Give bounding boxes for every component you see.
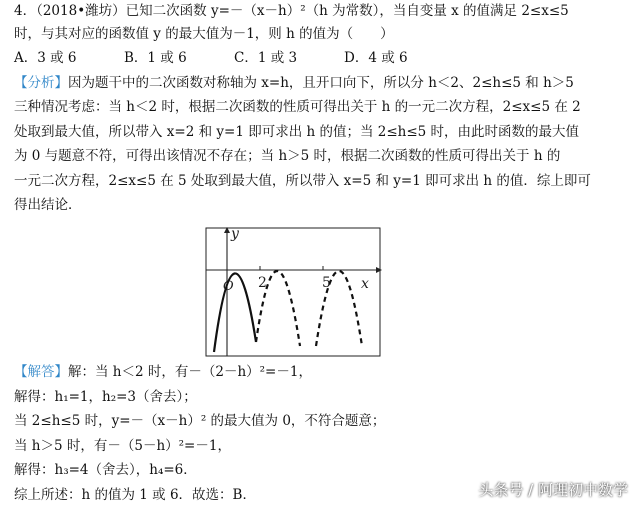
analysis-line-6: 得出结论． bbox=[14, 197, 82, 213]
x-tick-5: 5 bbox=[322, 275, 331, 291]
analysis-line-2: 三种情况考虑：当 h＜2 时，根据二次函数的性质可得出关于 h 的一元二次方程，2≤x≤5 在 2 bbox=[14, 99, 581, 115]
option-d: D．4 或 6 bbox=[344, 50, 408, 66]
solution-line-4: 当 h＞5 时，有－（5－h）²=－1， bbox=[14, 438, 231, 454]
analysis-text-1: 因为题干中的二次函数对称轴为 x=h，且开口向下，所以分 h＜2、2≤h≤5 和 h＞5 bbox=[68, 75, 574, 91]
option-b: B．1 或 6 bbox=[124, 50, 187, 66]
analysis-line-5: 一元二次方程，2≤x≤5 在 5 处取到最大值，所以带入 x=5 和 y=1 即可求出 h 的值．综上即可 bbox=[14, 173, 591, 189]
analysis-tag: 【分析】 bbox=[14, 75, 68, 91]
solution-line-5: 解得：h₃=4（舍去），h₄=6． bbox=[14, 462, 197, 478]
y-axis-label: y bbox=[231, 226, 239, 242]
x-tick-2: 2 bbox=[258, 275, 267, 291]
solution-line-2: 解得：h₁=1，h₂=3（舍去）； bbox=[14, 389, 197, 405]
solution-tag: 【解答】 bbox=[14, 364, 68, 380]
question-line-1: 4．（2018•潍坊）已知二次函数 y=－（x－h）²（h 为常数），当自变量 x 的值满足 2≤x≤5 bbox=[14, 3, 569, 19]
analysis-line-1 bbox=[14, 74, 574, 93]
origin-label: O bbox=[223, 279, 234, 294]
analysis-line-3: 处取到最大值，所以带入 x=2 和 y=1 即可求出 h 的值；当 2≤h≤5 时，由此时函数的最大值 bbox=[14, 124, 580, 140]
question-line-2: 时，与其对应的函数值 y 的最大值为－1，则 h 的值为（ ） bbox=[14, 26, 394, 42]
solution-line-1 bbox=[14, 363, 312, 382]
analysis-line-4: 为 0 与题意不符，可得出该情况不存在；当 h＞5 时，根据二次函数的性质可得出关于 h 的 bbox=[14, 148, 561, 164]
watermark: 头条号 / 阿理初中数学 bbox=[478, 481, 628, 499]
option-a: A．3 或 6 bbox=[14, 50, 77, 66]
solution-text-1: 解：当 h＜2 时，有－（2－h）²=－1， bbox=[68, 364, 312, 380]
option-c: C．1 或 3 bbox=[234, 50, 298, 66]
solution-line-3: 当 2≤h≤5 时，y=－（x－h）² 的最大值为 0，不符合题意； bbox=[14, 413, 386, 429]
x-axis-label: x bbox=[361, 276, 369, 292]
parabola-graph bbox=[198, 224, 384, 360]
solution-line-6: 综上所述：h 的值为 1 或 6．故选：B． bbox=[14, 487, 256, 503]
